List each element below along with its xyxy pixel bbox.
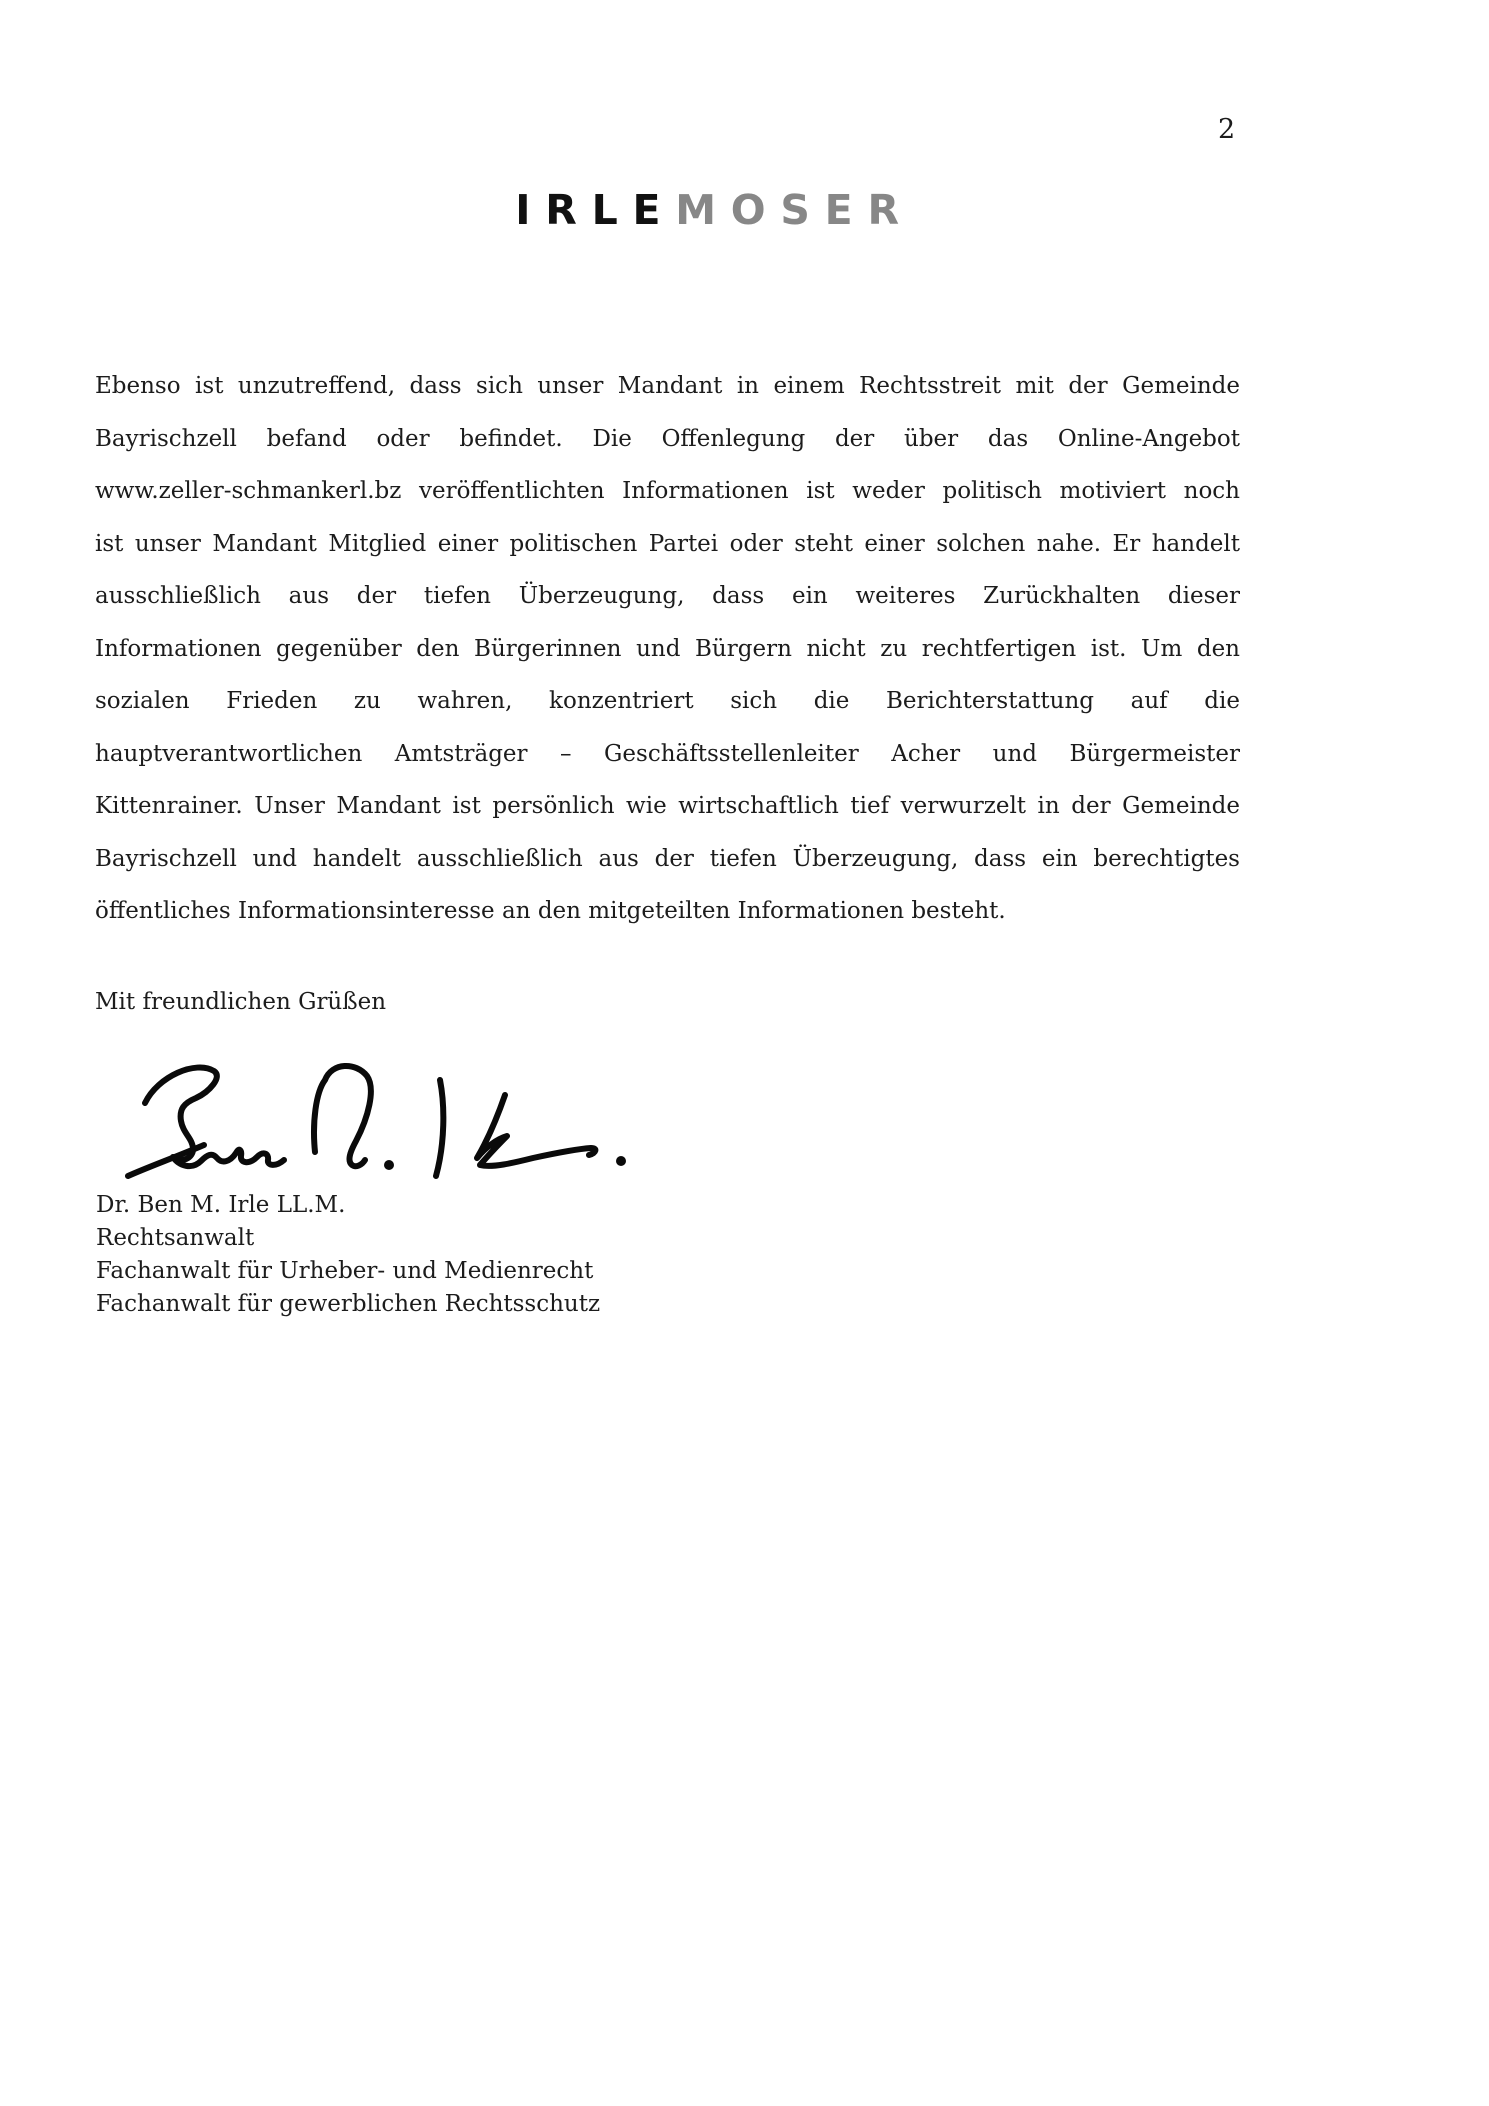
body-line: Bayrischzell befand oder befindet. Die Offenlegung der über das Online-Angebot <box>95 425 1240 452</box>
logo-moser: MOSER <box>675 186 914 234</box>
body-line: Informationen gegenüber den Bürgerinnen und Bürgern nicht zu rechtfertigen ist. Um den <box>95 635 1240 662</box>
signer-name: Dr. Ben M. Irle LL.M. <box>96 1192 346 1218</box>
body-line: Kittenrainer. Unser Mandant ist persönlich wie wirtschaftlich tief verwurzelt in der Gemeinde <box>95 793 1240 819</box>
signer-specialty-2: Fachanwalt für gewerblichen Rechtsschutz <box>96 1291 601 1317</box>
logo-irle: IRLE <box>515 186 676 234</box>
body-line: www.zeller-schmankerl.bz veröffentlichten Informationen ist weder politisch motiviert noch <box>95 478 1240 504</box>
signer-title: Rechtsanwalt <box>96 1225 255 1251</box>
body-line: ausschließlich aus der tiefen Überzeugung, dass ein weiteres Zurückhalten dieser <box>95 583 1240 609</box>
letter-body <box>95 360 1240 938</box>
signer-specialty-1: Fachanwalt für Urheber- und Medienrecht <box>96 1258 594 1284</box>
body-line: Bayrischzell und handelt ausschließlich aus der tiefen Überzeugung, dass ein berechtigtes <box>95 845 1240 872</box>
body-line: hauptverantwortlichen Amtsträger – Geschäftsstellenleiter Acher und Bürgermeister <box>95 740 1240 767</box>
signature-block <box>96 1189 600 1321</box>
irlemoser-logo <box>515 186 914 234</box>
body-line: öffentliches Informationsinteresse an den mitgeteilten Informationen besteht. <box>95 898 1006 924</box>
page-number: 2 <box>1218 114 1236 145</box>
handwritten-signature <box>100 1048 640 1188</box>
body-line: ist unser Mandant Mitglied einer politischen Partei oder steht einer solchen nahe. Er handelt <box>95 530 1240 557</box>
body-line: Ebenso ist unzutreffend, dass sich unser Mandant in einem Rechtsstreit mit der Gemeinde <box>95 373 1240 399</box>
closing-salutation: Mit freundlichen Grüßen <box>95 989 387 1015</box>
body-line: sozialen Frieden zu wahren, konzentriert sich die Berichterstattung auf die <box>95 688 1240 714</box>
